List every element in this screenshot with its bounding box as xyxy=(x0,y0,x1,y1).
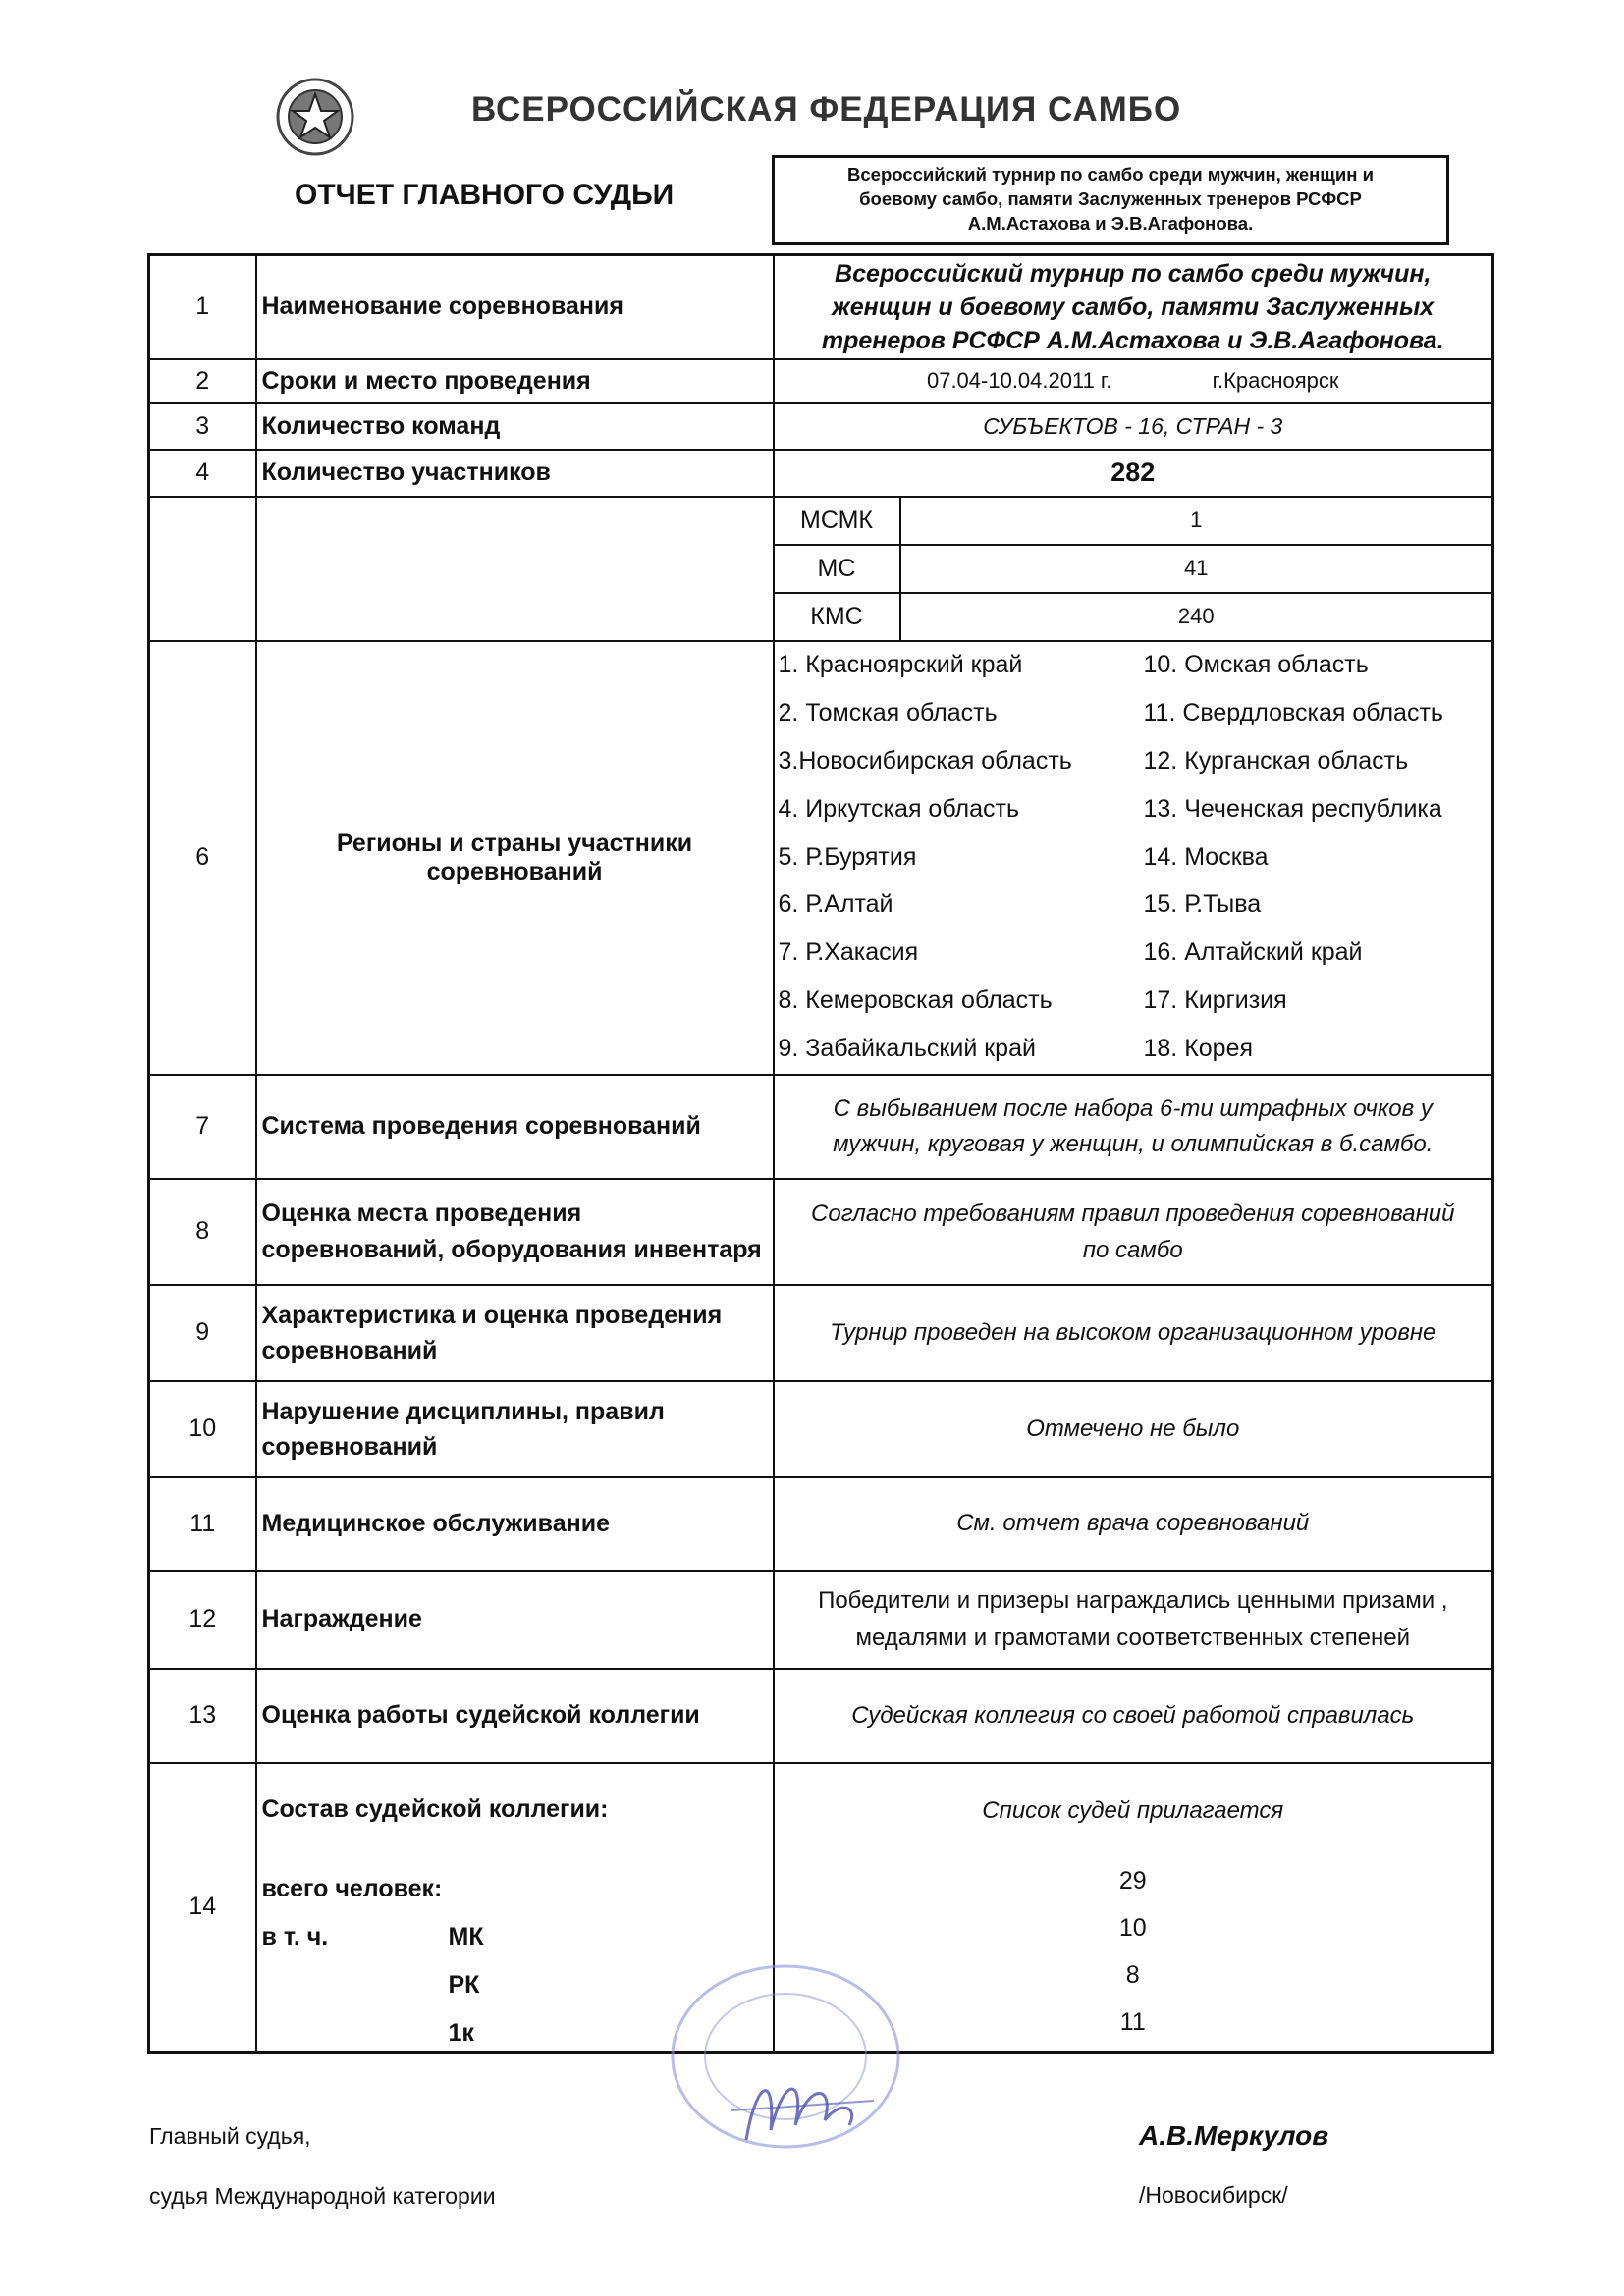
empty-cell xyxy=(149,497,256,641)
region-item: 2. Томская область xyxy=(778,699,998,727)
event-line-2: боевому самбо, памяти Заслуженных тренеров РСФСР xyxy=(859,188,1362,209)
participants-count: 282 xyxy=(774,450,1493,497)
medical-service: См. отчет врача соревнований xyxy=(774,1477,1493,1571)
label-line: соревнований xyxy=(261,1432,438,1461)
region-item: 13. Чеченская республика xyxy=(1143,794,1442,823)
venue-assessment xyxy=(774,1179,1493,1285)
row-label: Медицинское обслуживание xyxy=(256,1477,774,1571)
region-row xyxy=(775,833,1493,881)
table-row xyxy=(149,1381,1493,1477)
category-count: 10 xyxy=(1118,1914,1147,1942)
regions-list xyxy=(774,641,1493,1075)
empty-cell xyxy=(256,497,774,641)
regions-grid xyxy=(775,642,1493,1073)
row-label xyxy=(256,1285,774,1381)
including-label: в т. ч. xyxy=(261,1922,329,1950)
report-table xyxy=(147,253,1494,2054)
rank-count: 240 xyxy=(900,593,1493,641)
discipline-violations: Отмечено не было xyxy=(774,1381,1493,1477)
row-label xyxy=(256,1179,774,1285)
table-row xyxy=(149,1075,1493,1179)
judge-name: А.В.Меркулов xyxy=(1139,2120,1329,2151)
region-item: 14. Москва xyxy=(1143,842,1269,871)
text-line: мужчин, круговая у женщин, и олимпийская в б.самбо. xyxy=(833,1130,1434,1157)
region-item: 4. Иркутская область xyxy=(778,794,1019,823)
row-number: 9 xyxy=(149,1285,256,1381)
total-label: всего человек: xyxy=(261,1874,443,1902)
federation-emblem-icon xyxy=(275,77,355,157)
rank-name: МСМК xyxy=(774,497,900,545)
row-number: 2 xyxy=(149,359,256,403)
rank-name: МС xyxy=(774,545,900,593)
region-row xyxy=(775,737,1493,785)
region-row xyxy=(775,689,1493,737)
region-item: 15. Р.Тыва xyxy=(1143,890,1262,919)
table-row xyxy=(149,1285,1493,1381)
table-row xyxy=(149,1669,1493,1763)
row-number: 8 xyxy=(149,1179,256,1285)
event-line-3: А.М.Астахова и Э.В.Агафонова. xyxy=(967,213,1254,234)
awards xyxy=(774,1571,1493,1669)
table-row xyxy=(149,1571,1493,1669)
judge-category-label: судья Международной категории xyxy=(149,2183,496,2209)
region-item: 10. Омская область xyxy=(1143,651,1369,679)
conduct-assessment: Турнир проведен на высоком организационном уровне xyxy=(774,1285,1493,1381)
referee-assessment: Судейская коллегия со своей работой справилась xyxy=(774,1669,1493,1763)
row-number: 14 xyxy=(149,1763,256,2053)
row-label xyxy=(256,1381,774,1477)
region-item: 5. Р.Бурятия xyxy=(778,842,917,871)
event-dates: 07.04-10.04.2011 г. xyxy=(926,368,1112,393)
label-line: Характеристика и оценка проведения xyxy=(261,1301,723,1329)
competition-name xyxy=(774,255,1493,359)
event-place: г.Красноярск xyxy=(1212,368,1339,393)
row-label: Оценка работы судейской коллегии xyxy=(256,1669,774,1763)
federation-title: ВСЕРОССИЙСКАЯ ФЕДЕРАЦИЯ САМБО xyxy=(471,90,1182,129)
region-item: 9. Забайкальский край xyxy=(778,1034,1036,1062)
region-item: 6. Р.Алтай xyxy=(778,890,893,919)
table-row xyxy=(149,403,1493,450)
report-title: ОТЧЕТ ГЛАВНОГО СУДЬИ xyxy=(295,179,675,211)
total-count: 29 xyxy=(1118,1867,1147,1895)
category-name: РК xyxy=(448,1970,480,1999)
table-row xyxy=(149,1477,1493,1571)
rank-name: КМС xyxy=(774,593,900,641)
label-line: соревнований, оборудования инвентаря xyxy=(261,1235,762,1263)
competition-system xyxy=(774,1075,1493,1179)
row-number: 4 xyxy=(149,450,256,497)
table-row xyxy=(149,1179,1493,1285)
chief-judge-label: Главный судья, xyxy=(149,2123,311,2149)
row-label: Система проведения соревнований xyxy=(256,1075,774,1179)
label-line: соревнований xyxy=(261,1336,438,1364)
region-item: 17. Киргизия xyxy=(1143,986,1287,1014)
text-line: Согласно требованиям правил проведения соревнований xyxy=(811,1200,1455,1227)
row-number: 12 xyxy=(149,1571,256,1669)
row-number: 11 xyxy=(149,1477,256,1571)
region-row xyxy=(775,785,1493,833)
competition-name-line: тренеров РСФСР А.М.Астахова и Э.В.Агафонова. xyxy=(821,326,1444,354)
region-item: 16. Алтайский край xyxy=(1143,938,1363,967)
dates-place xyxy=(774,359,1493,403)
row-label: Количество команд xyxy=(256,403,774,450)
row-number: 7 xyxy=(149,1075,256,1179)
judge-city: /Новосибирск/ xyxy=(1139,2182,1288,2208)
category-count: 8 xyxy=(1125,1961,1140,1989)
label-line: Нарушение дисциплины, правил xyxy=(261,1397,665,1425)
region-item: 1. Красноярский край xyxy=(778,651,1023,679)
category-name: МК xyxy=(448,1922,484,1950)
row-number: 10 xyxy=(149,1381,256,1477)
table-row xyxy=(149,255,1493,359)
table-row xyxy=(149,641,1493,1075)
rank-count: 41 xyxy=(900,545,1493,593)
region-row xyxy=(775,642,1493,690)
event-line-1: Всероссийский турнир по самбо среди мужчин, женщин и xyxy=(847,164,1374,185)
table-row xyxy=(149,450,1493,497)
category-name: 1к xyxy=(448,2018,474,2047)
row-number: 6 xyxy=(149,641,256,1075)
competition-name-line: женщин и боевому самбо, памяти Заслуженных xyxy=(832,293,1435,321)
row-label: Количество участников xyxy=(256,450,774,497)
row-label: Наименование соревнования xyxy=(256,255,774,359)
region-row xyxy=(775,881,1493,929)
region-item: 3.Новосибирская область xyxy=(778,746,1072,774)
row-label: Награждение xyxy=(256,1571,774,1669)
regions-label-line: соревнований xyxy=(426,857,603,885)
row-label: Сроки и место проведения xyxy=(256,359,774,403)
region-item: 8. Кемеровская область xyxy=(778,986,1053,1014)
regions-label-line: Регионы и страны участники xyxy=(336,828,693,857)
text-line: по самбо xyxy=(1082,1236,1183,1263)
region-item: 7. Р.Хакасия xyxy=(778,938,919,967)
competition-name-line: Всероссийский турнир по самбо среди мужчин, xyxy=(835,259,1432,288)
official-stamp-icon xyxy=(638,1963,923,2189)
region-item: 18. Корея xyxy=(1143,1034,1254,1062)
text-line: медалями и грамотами соответственных степеней xyxy=(855,1624,1411,1651)
rank-count: 1 xyxy=(900,497,1493,545)
text-line: С выбыванием после набора 6-ти штрафных очков у xyxy=(833,1095,1433,1122)
text-line: Победители и призеры награждались ценными призами , xyxy=(818,1586,1448,1614)
table-row xyxy=(149,359,1493,403)
row-number: 1 xyxy=(149,255,256,359)
judges-list-note: Список судей прилагается xyxy=(982,1796,1284,1824)
region-row xyxy=(775,977,1493,1025)
event-name-box xyxy=(772,155,1449,245)
region-item: 11. Свердловская область xyxy=(1143,699,1443,727)
region-row xyxy=(775,929,1493,977)
region-row xyxy=(775,1025,1493,1073)
region-item: 12. Курганская область xyxy=(1143,746,1409,774)
row-number: 13 xyxy=(149,1669,256,1763)
regions-label xyxy=(256,641,774,1075)
table-row xyxy=(149,497,1493,545)
label-line: Оценка места проведения xyxy=(261,1199,582,1227)
row-number: 3 xyxy=(149,403,256,450)
category-count: 11 xyxy=(1119,2008,1146,2036)
teams-count: СУБЪЕКТОВ - 16, СТРАН - 3 xyxy=(774,403,1493,450)
composition-heading: Состав судейской коллегии: xyxy=(261,1794,609,1823)
